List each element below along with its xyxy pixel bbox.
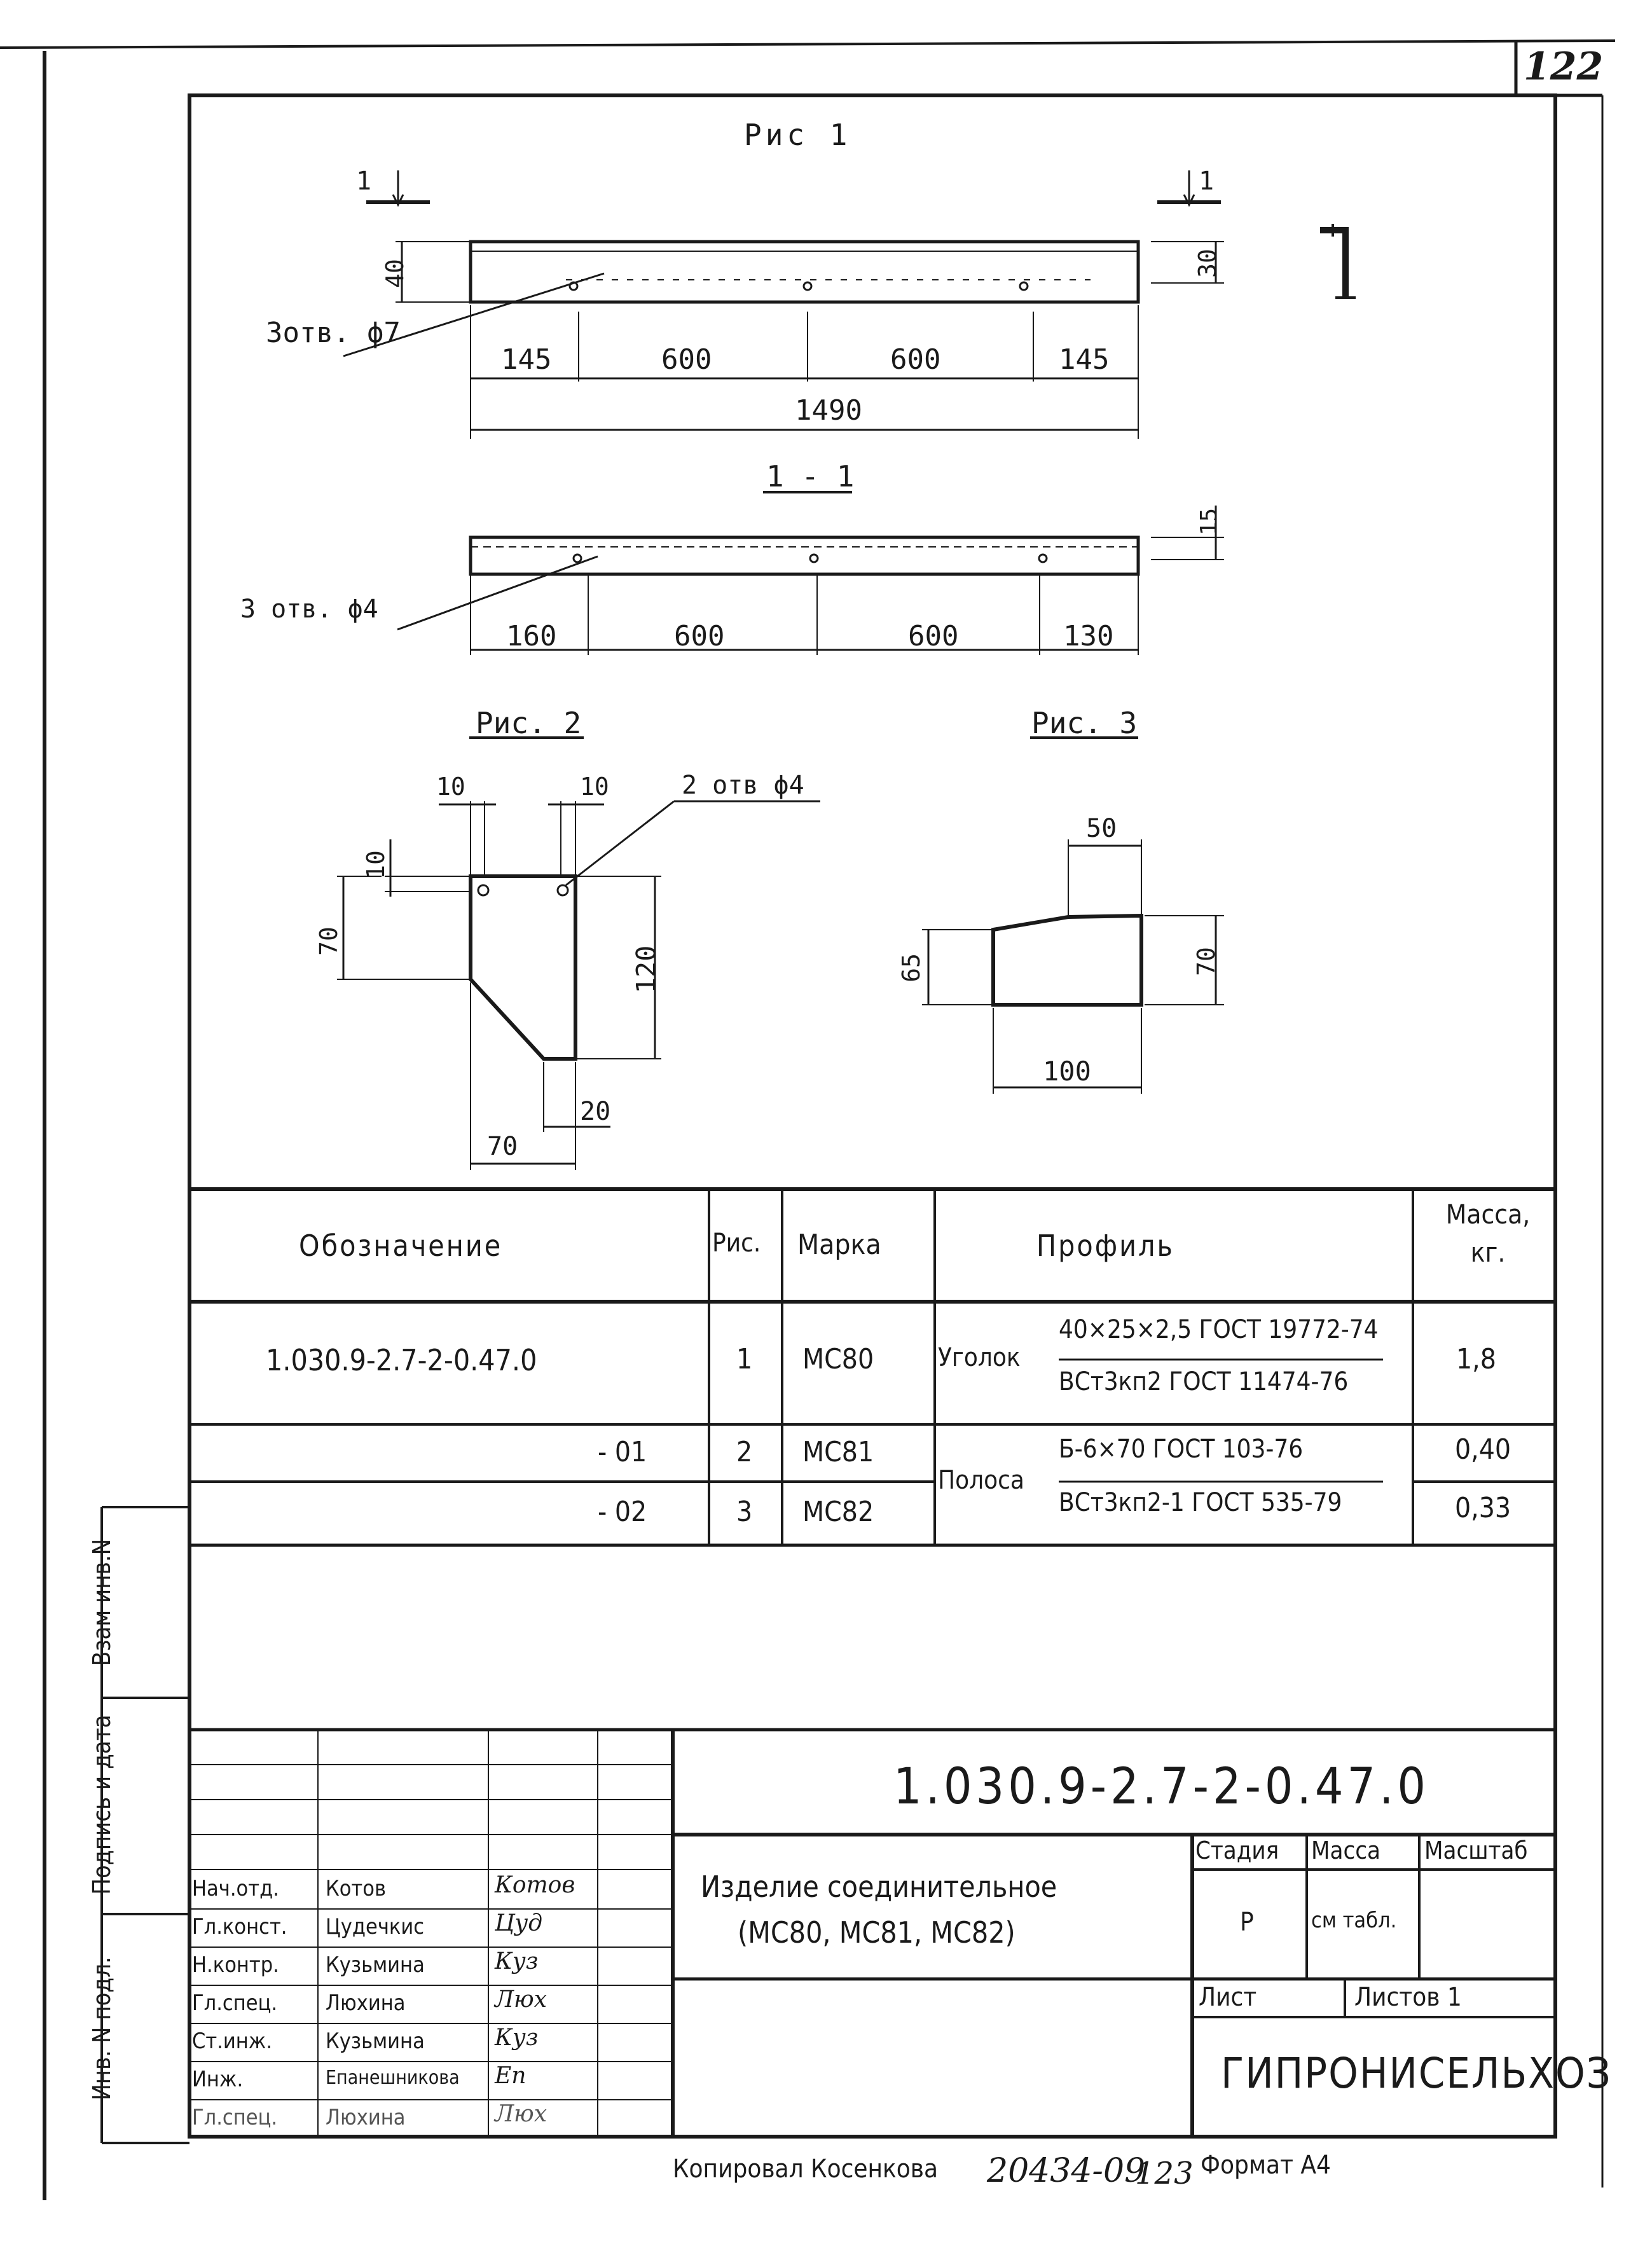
spec-row2-marka: МС81 [802,1436,874,1468]
person-row-4-role: Гл.спец. [192,1990,278,2016]
fig1-dim-total: 1490 [795,394,862,427]
fig2-dim-10-c: 10 [361,850,390,879]
person-row-1-name: Котов [326,1876,386,1901]
person-row-4-name: Люхина [326,1990,406,2016]
title-name-line2: (МС80, МС81, МС82) [738,1915,1015,1950]
title-stadia-header: Стадия [1195,1836,1279,1864]
title-stadia-value: Р [1240,1908,1254,1937]
spec-row1-massa: 1,8 [1456,1343,1496,1375]
person-row-7-name: Люхина [326,2105,406,2130]
spec-row3-oboz: - 02 [598,1496,647,1528]
fig1-title: Рис 1 [744,118,851,152]
spec-profile1-name: Уголок [938,1343,1021,1372]
fig3-dim-65: 65 [897,953,925,982]
fig2-holes-label: 2 отв ϕ4 [682,771,804,800]
fig3-drawing [922,738,1224,1094]
fig2-drawing [337,738,820,1170]
fig1-dim-145-left: 145 [501,343,552,376]
person-row-3-role: Н.контр. [192,1952,279,1978]
person-row-3-signature: Куз [495,1948,539,1974]
title-massa-header: Масса [1311,1836,1380,1864]
spec-header-oboznachenie: Обозначение [299,1229,503,1263]
fig3-dim-50: 50 [1086,814,1117,843]
title-listov: Листов 1 [1354,1983,1462,2012]
title-masshtab-header: Масштаб [1424,1836,1528,1864]
spec-profile1-bottom: ВСт3кп2 ГОСТ 11474-76 [1059,1367,1349,1396]
person-row-5-signature: Куз [495,2025,539,2051]
footer-number: 20434-09 [987,2152,1146,2190]
footer-page: 123 [1135,2156,1194,2191]
spec-row2-oboz: - 01 [598,1436,647,1468]
fig2-dim-70-v: 70 [314,927,343,956]
person-row-5-role: Ст.инж. [192,2029,273,2054]
sheet-top-line [0,41,1615,48]
spec-row1-marka: МС80 [802,1343,874,1375]
title-organization: ГИПРОНИСЕЛЬХОЗ [1221,2049,1612,2098]
side-vzam-inv: Взам инв.N [88,1538,116,1667]
fig1-dim-145-right: 145 [1059,343,1110,376]
person-row-7-role: Гл.спец. [192,2105,278,2130]
fig1-side-dim: 30 [1193,249,1222,278]
section-dim-160: 160 [506,620,557,652]
person-row-1-role: Нач.отд. [192,1876,279,1901]
title-list: Лист [1199,1983,1257,2012]
title-name-line1: Изделие соединительное [701,1870,1057,1904]
spec-row2-massa: 0,40 [1455,1433,1511,1466]
person-row-6-signature: Еп [495,2063,527,2089]
side-podpis-data: Подпись и дата [88,1714,116,1895]
person-row-5-name: Кузьмина [326,2029,425,2054]
person-row-2-signature: Цуд [495,1910,543,1936]
section-dim-130: 130 [1063,620,1114,652]
spec-profile2-top: Б-6×70 ГОСТ 103-76 [1059,1435,1304,1464]
sheet-number: 122 [1524,45,1604,89]
fig2-dim-20: 20 [580,1097,611,1126]
spec-row1-oboz: 1.030.9-2.7-2-0.47.0 [266,1343,537,1377]
fig2-dim-10-b: 10 [580,773,609,801]
person-row-1-signature: Котов [495,1872,575,1898]
spec-row1-ris: 1 [736,1343,753,1375]
spec-profile2-name: Полоса [938,1466,1024,1495]
fig3-dim-70: 70 [1192,947,1220,976]
footer-copied: Копировал Косенкова [673,2154,939,2184]
fig1-section-mark-right: 1 [1199,167,1215,196]
person-row-2-name: Цудечкис [326,1914,425,1940]
person-row-3-name: Кузьмина [326,1952,425,1978]
fig2-title: Рис. 2 [476,706,582,740]
section-title: 1 - 1 [766,459,855,493]
fig1-holes-label: 3отв. ϕ7 [266,317,401,349]
fig1-section-mark-left: 1 [356,167,372,196]
spec-header-massa: Масса, кг. [1445,1199,1531,1268]
fig2-dim-120: 120 [630,945,662,994]
person-row-4-signature: Люх [495,1987,547,2013]
main-frame [189,95,1555,2137]
spec-profile2-bottom: ВСт3кп2-1 ГОСТ 535-79 [1059,1488,1342,1517]
spec-row3-massa: 0,33 [1455,1492,1511,1524]
person-row-2-role: Гл.конст. [192,1914,287,1940]
title-code: 1.030.9-2.7-2-0.47.0 [893,1758,1430,1815]
spec-row2-ris: 2 [736,1436,753,1468]
fig1-dim-600-b: 600 [890,343,941,376]
section-dim-600-a: 600 [674,620,725,652]
person-row-7-signature: Люх [495,2101,547,2127]
spec-header-profil: Профиль [1036,1229,1174,1263]
footer-format: Формат А4 [1201,2151,1331,2180]
fig1-dim-600-a: 600 [661,343,712,376]
fig3-title: Рис. 3 [1031,706,1138,740]
person-row-6-role: Инж. [192,2067,244,2092]
spec-row3-marka: МС82 [802,1496,874,1528]
fig2-dim-70-h: 70 [487,1132,518,1161]
spec-header-ris: Рис. [712,1229,761,1258]
fig2-dim-10-a: 10 [436,773,465,801]
section-holes-label: 3 отв. ϕ4 [240,595,378,624]
section-side-dim: 15 [1196,507,1223,536]
spec-profile1-top: 40×25×2,5 ГОСТ 19772-74 [1059,1315,1379,1344]
side-inv-podl: Инв. N подл. [88,1957,116,2100]
title-massa-value: см табл. [1311,1908,1397,1933]
fig1-height-dim: 40 [380,259,409,288]
person-row-6-name: Епанешникова [326,2067,460,2089]
spec-header-marka: Марка [797,1229,881,1261]
section-dim-600-b: 600 [908,620,959,652]
fig3-dim-100: 100 [1043,1056,1091,1087]
spec-row3-ris: 3 [736,1496,753,1528]
